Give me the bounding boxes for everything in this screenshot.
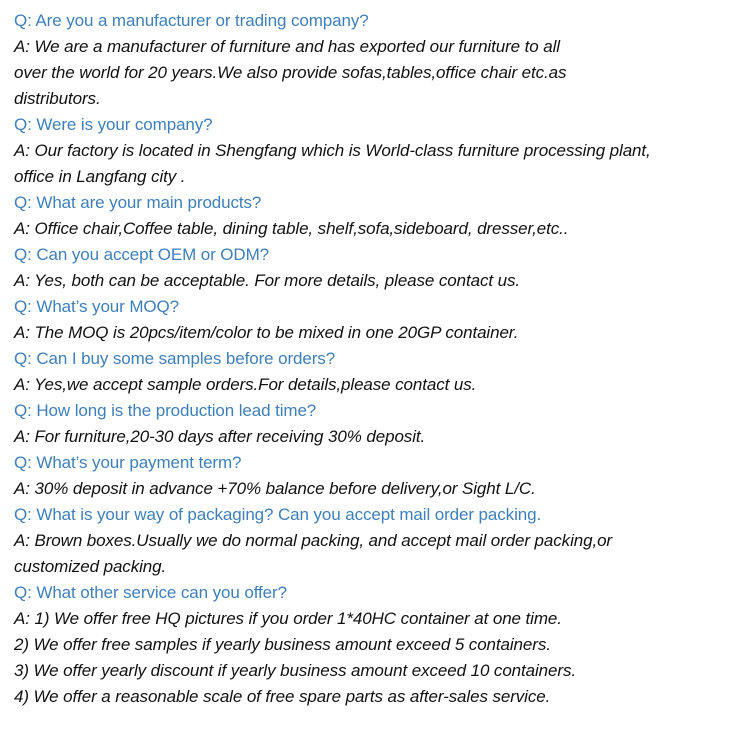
faq-question: Q: Can I buy some samples before orders?: [14, 349, 336, 368]
faq-answer-line: A: 30% deposit in advance +70% balance before delivery,or Sight L/C.: [14, 479, 536, 498]
faq-answer-line: distributors.: [14, 89, 101, 108]
faq-question: Q: What other service can you offer?: [14, 583, 287, 602]
faq-answer-line: A: Office chair,Coffee table, dining table, shelf,sofa,sideboard, dresser,etc..: [14, 219, 569, 238]
faq-answer-line: A: We are a manufacturer of furniture and has exported our furniture to all: [14, 37, 560, 56]
faq-list: [14, 8, 742, 710]
faq-answer-line: A: Brown boxes.Usually we do normal packing, and accept mail order packing,or: [14, 531, 612, 550]
faq-question: Q: What are your main products?: [14, 193, 262, 212]
faq-question: Q: What’s your MOQ?: [14, 297, 179, 316]
faq-question: Q: Were is your company?: [14, 115, 213, 134]
faq-answer-line: 4) We offer a reasonable scale of free spare parts as after-sales service.: [14, 687, 551, 706]
faq-answer-line: A: 1) We offer free HQ pictures if you order 1*40HC container at one time.: [14, 609, 562, 628]
faq-question: Q: Can you accept OEM or ODM?: [14, 245, 270, 264]
faq-answer-line: A: Yes,we accept sample orders.For details,please contact us.: [14, 375, 477, 394]
faq-answer-line: A: Our factory is located in Shengfang which is World-class furniture processing plant,: [14, 141, 651, 160]
faq-answer-line: customized packing.: [14, 557, 167, 576]
faq-answer-line: A: The MOQ is 20pcs/item/color to be mixed in one 20GP container.: [14, 323, 519, 342]
faq-question: Q: Are you a manufacturer or trading company?: [14, 11, 369, 30]
faq-answer-line: A: For furniture,20-30 days after receiving 30% deposit.: [14, 427, 426, 446]
faq-answer-line: over the world for 20 years.We also provide sofas,tables,office chair etc.as: [14, 63, 567, 82]
faq-question: Q: What is your way of packaging? Can you accept mail order packing.: [14, 505, 542, 524]
faq-answer-line: office in Langfang city .: [14, 167, 186, 186]
faq-answer-line: 2) We offer free samples if yearly business amount exceed 5 containers.: [14, 635, 551, 654]
faq-answer-line: A: Yes, both can be acceptable. For more details, please contact us.: [14, 271, 521, 290]
faq-answer-line: 3) We offer yearly discount if yearly business amount exceed 10 containers.: [14, 661, 576, 680]
faq-question: Q: How long is the production lead time?: [14, 401, 317, 420]
faq-question: Q: What’s your payment term?: [14, 453, 242, 472]
